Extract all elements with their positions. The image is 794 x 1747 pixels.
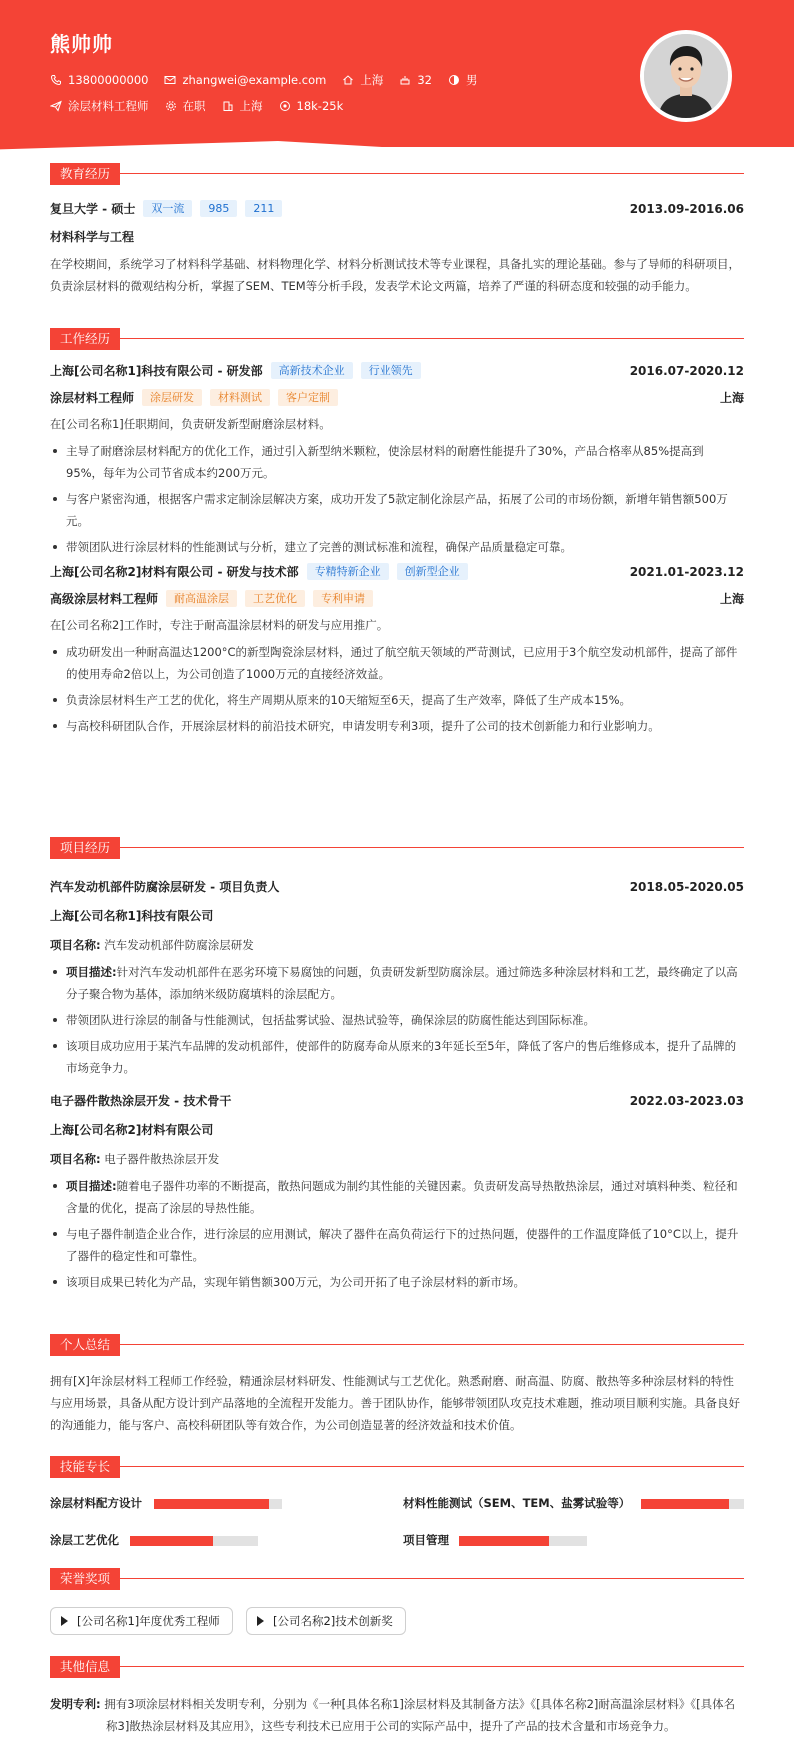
company-name: 上海[公司名称1]科技有限公司 - 研发部 — [50, 364, 263, 378]
project-title: 汽车发动机部件防腐涂层研发 - 项目负责人 — [50, 880, 280, 894]
list-item: 该项目成果已转化为产品，实现年销售额300万元，为公司开拓了电子涂层材料的新市场。 — [50, 1271, 740, 1293]
section-skills-title — [50, 1456, 744, 1478]
work-intro: 在[公司名称1]任职期间，负责研发新型耐磨涂层材料。 — [50, 417, 331, 431]
role-tag: 客户定制 — [278, 389, 338, 406]
award-item — [246, 1607, 406, 1635]
section-education-title — [50, 163, 744, 185]
section-title-tag: 工作经历 — [50, 328, 120, 350]
list-item: 主导了耐磨涂层材料配方的优化工作，通过引入新型纳米颗粒，使涂层材料的耐磨性能提升了30%，产品合格率从85%提高到95%，每年为公司节省成本约200万元。 — [50, 440, 740, 484]
project-1-name-line — [50, 934, 740, 956]
list-item: 与客户紧密沟通，根据客户需求定制涂层解决方案，成功开发了5款定制化涂层产品，拓展了公司的市场份额，新增年销售额500万元。 — [50, 488, 740, 532]
award-text: [公司名称2]技术创新奖 — [273, 1614, 393, 1628]
send-icon — [50, 100, 62, 112]
job-text: 涂层材料工程师 — [68, 99, 149, 113]
work-2-bullets — [50, 641, 740, 741]
status-text: 在职 — [182, 99, 206, 113]
school-tag: 211 — [245, 200, 282, 217]
avatar-photo — [644, 34, 728, 118]
project-desc-label: 项目描述: — [66, 965, 117, 979]
section-work-title — [50, 328, 744, 350]
email-text: zhangwei@example.com — [182, 73, 327, 87]
skill-bar-fill — [459, 1536, 549, 1546]
skill-name: 项目管理 — [403, 1533, 449, 1547]
skill-bar — [459, 1536, 587, 1546]
list-item: 负责涂层材料生产工艺的优化，将生产周期从原来的10天缩短至6天，提高了生产效率，降低了生产成本15%。 — [50, 689, 740, 711]
section-summary-title — [50, 1334, 744, 1356]
building-icon — [222, 100, 234, 112]
project-2-company — [50, 1121, 744, 1138]
list-item: 与高校科研团队合作，开展涂层材料的前沿技术研究，申请发明专利3项，提升了公司的技术创新能力和行业影响力。 — [50, 715, 740, 737]
gear-icon — [165, 100, 177, 112]
skill-name: 涂层工艺优化 — [50, 1533, 119, 1547]
gender-text: 男 — [465, 73, 478, 87]
divider — [120, 1666, 744, 1667]
work-location: 上海 — [719, 592, 744, 606]
education-major-row — [50, 228, 744, 245]
section-title-tag: 其他信息 — [50, 1656, 120, 1678]
role-tag: 涂层研发 — [142, 389, 202, 406]
work-intro: 在[公司名称2]工作时，专注于耐高温涂层材料的研发与应用推广。 — [50, 618, 389, 632]
school-name: 复旦大学 - 硕士 — [50, 202, 136, 216]
city-info — [342, 72, 383, 88]
skill-bar — [641, 1499, 744, 1509]
skill-bar-fill — [641, 1499, 729, 1509]
list-item — [50, 961, 740, 1005]
company-tag: 创新型企业 — [397, 563, 468, 580]
project-date: 2018.05-2020.05 — [629, 879, 744, 894]
project-name-label: 项目名称: — [50, 1152, 101, 1166]
project-2-header — [50, 1092, 744, 1109]
work-date: 2021.01-2023.12 — [629, 564, 744, 579]
list-item: 该项目成功应用于某汽车品牌的发动机部件，使部件的防腐寿命从原来的3年延长至5年，降低了客户的售后维修成本，提升了品牌的市场竞争力。 — [50, 1035, 740, 1079]
project-company: 上海[公司名称2]材料有限公司 — [50, 1123, 214, 1137]
job-info — [50, 98, 149, 114]
divider — [120, 1344, 744, 1345]
city-text: 上海 — [360, 73, 384, 87]
award-text: [公司名称1]年度优秀工程师 — [77, 1614, 220, 1628]
patent-label: 发明专利: — [50, 1697, 101, 1711]
job-title: 高级涂层材料工程师 — [50, 592, 159, 606]
avatar — [640, 30, 732, 122]
divider — [120, 1578, 744, 1579]
phone-info — [50, 73, 148, 87]
section-title-tag: 个人总结 — [50, 1334, 120, 1356]
section-other-title — [50, 1656, 744, 1678]
coin-icon — [279, 100, 291, 112]
work-location: 上海 — [719, 391, 744, 405]
work-2-header — [50, 563, 744, 580]
phone-text: 13800000000 — [68, 73, 149, 87]
project-desc-label: 项目描述: — [66, 1179, 117, 1193]
role-tag: 耐高温涂层 — [166, 590, 237, 607]
divider — [120, 173, 744, 174]
section-title-tag: 教育经历 — [50, 163, 120, 185]
skill-bar-fill — [130, 1536, 213, 1546]
company-tag: 行业领先 — [361, 362, 421, 379]
skill-bar — [130, 1536, 258, 1546]
list-item — [50, 1175, 740, 1219]
salary-info — [279, 99, 344, 113]
company-tag: 专精特新企业 — [307, 563, 389, 580]
project-desc: 针对汽车发动机部件在恶劣环境下易腐蚀的问题，负责研发新型防腐涂层。通过筛选多种涂层材料和工艺，最终确定了以高分子聚合物为基体，添加纳米级防腐填料的涂层配方。 — [66, 965, 738, 1001]
age-info — [399, 73, 432, 87]
phone-icon — [50, 74, 62, 86]
project-desc: 随着电子器件功率的不断提高，散热问题成为制约其性能的关键因素。负责研发高导热散热涂层，通过对填料种类、粒径和含量的优化，提高了涂层的导热性能。 — [66, 1179, 738, 1215]
work-1-role — [50, 389, 744, 406]
divider — [120, 1466, 744, 1467]
project-company: 上海[公司名称1]科技有限公司 — [50, 909, 214, 923]
email-info — [164, 73, 326, 87]
age-text: 32 — [417, 73, 432, 87]
work-date: 2016.07-2020.12 — [629, 363, 744, 378]
gender-icon — [448, 74, 460, 86]
company-tag: 高新技术企业 — [271, 362, 353, 379]
salary-text: 18k-25k — [296, 99, 344, 113]
project-name-label: 项目名称: — [50, 938, 101, 952]
project-date: 2022.03-2023.03 — [629, 1093, 744, 1108]
project-name: 电子器件散热涂层开发 — [104, 1152, 220, 1166]
company-name: 上海[公司名称2]材料有限公司 - 研发与技术部 — [50, 565, 299, 579]
role-tag: 材料测试 — [210, 389, 270, 406]
role-tag: 工艺优化 — [245, 590, 305, 607]
section-awards-title — [50, 1568, 744, 1590]
patent-text: 拥有3项涂层材料相关发明专利，分别为《一种[具体名称1]涂层材料及其制备方法》《[具体名称2]耐高温涂层材料》《[具体名称3]散热涂层材料及其应用》，这些专利技术已应用于公司的实际产品中，提升了产品的技术含量和市场竞争力。 — [104, 1697, 736, 1733]
section-title-tag: 荣誉奖项 — [50, 1568, 120, 1590]
summary-text: 拥有[X]年涂层材料工程师工作经验，精通涂层材料研发、性能测试与工艺优化。熟悉耐磨、耐高温、防腐、散热等多种涂层材料的特性与应用场景，具备从配方设计到产品落地的全流程开发能力。善于团队协作，能够带领团队攻克技术难题，推动项目顺利实施。具备良好的沟通能力，能与客户、高校科研团队等有效合作，为公司创造显著的经济效益和技术价值。 — [50, 1374, 740, 1432]
divider — [120, 847, 744, 848]
education-date: 2013.09-2016.06 — [629, 201, 744, 216]
education-description: 在学校期间，系统学习了材料科学基础、材料物理化学、材料分析测试技术等专业课程，具备扎实的理论基础。参与了导师的科研项目，负责涂层材料的微观结构分析，掌握了SEM、TEM等分析手段，发表学术论文两篇，培养了严谨的科研态度和较强的动手能力。 — [50, 257, 740, 293]
section-title-tag: 项目经历 — [50, 837, 120, 859]
skill-bar-fill — [154, 1499, 269, 1509]
target-city-info — [222, 98, 263, 114]
other-info — [50, 1693, 740, 1737]
work-2-role — [50, 590, 744, 607]
triangle-icon — [61, 1616, 68, 1626]
contact-row — [50, 72, 493, 88]
role-tag: 专利申请 — [313, 590, 373, 607]
mail-icon — [164, 74, 176, 86]
candidate-name: 熊帅帅 — [50, 32, 113, 56]
project-2-bullets — [50, 1175, 740, 1297]
work-1-bullets — [50, 440, 740, 562]
project-1-header — [50, 878, 744, 895]
project-1-bullets — [50, 961, 740, 1083]
project-title: 电子器件散热涂层开发 - 技术骨干 — [50, 1094, 232, 1108]
resume-header — [0, 0, 794, 170]
major: 材料科学与工程 — [50, 230, 135, 244]
project-name: 汽车发动机部件防腐涂层研发 — [104, 938, 254, 952]
list-item: 成功研发出一种耐高温达1200°C的新型陶瓷涂层材料，通过了航空航天领域的严苛测试，已应用于3个航空发动机部件，提高了部件的使用寿命2倍以上，为公司创造了1000万元的直接经济效益。 — [50, 641, 740, 685]
school-tag: 985 — [200, 200, 237, 217]
home-icon — [342, 74, 354, 86]
job-title: 涂层材料工程师 — [50, 391, 135, 405]
divider — [120, 338, 744, 339]
skill-bar — [154, 1499, 282, 1509]
cake-icon — [399, 74, 411, 86]
school-tag: 双一流 — [143, 200, 192, 217]
section-title-tag: 技能专长 — [50, 1456, 120, 1478]
status-info — [165, 98, 206, 114]
list-item: 带领团队进行涂层材料的性能测试与分析，建立了完善的测试标准和流程，确保产品质量稳定可靠。 — [50, 536, 740, 558]
project-2-name-line — [50, 1148, 740, 1170]
triangle-icon — [257, 1616, 264, 1626]
award-item — [50, 1607, 233, 1635]
list-item: 带领团队进行涂层的制备与性能测试，包括盐雾试验、湿热试验等，确保涂层的防腐性能达到国际标准。 — [50, 1009, 740, 1031]
job-row — [50, 98, 359, 114]
education-header — [50, 200, 744, 217]
skill-name: 涂层材料配方设计 — [50, 1496, 142, 1510]
gender-info — [448, 72, 478, 88]
section-projects-title — [50, 837, 744, 859]
list-item: 与电子器件制造企业合作，进行涂层的应用测试，解决了器件在高负荷运行下的过热问题，使器件的工作温度降低了10°C以上，提升了器件的稳定性和可靠性。 — [50, 1223, 740, 1267]
work-1-header — [50, 362, 744, 379]
skill-name: 材料性能测试（SEM、TEM、盐雾试验等） — [403, 1496, 631, 1510]
target-city-text: 上海 — [239, 99, 263, 113]
project-1-company — [50, 907, 744, 924]
